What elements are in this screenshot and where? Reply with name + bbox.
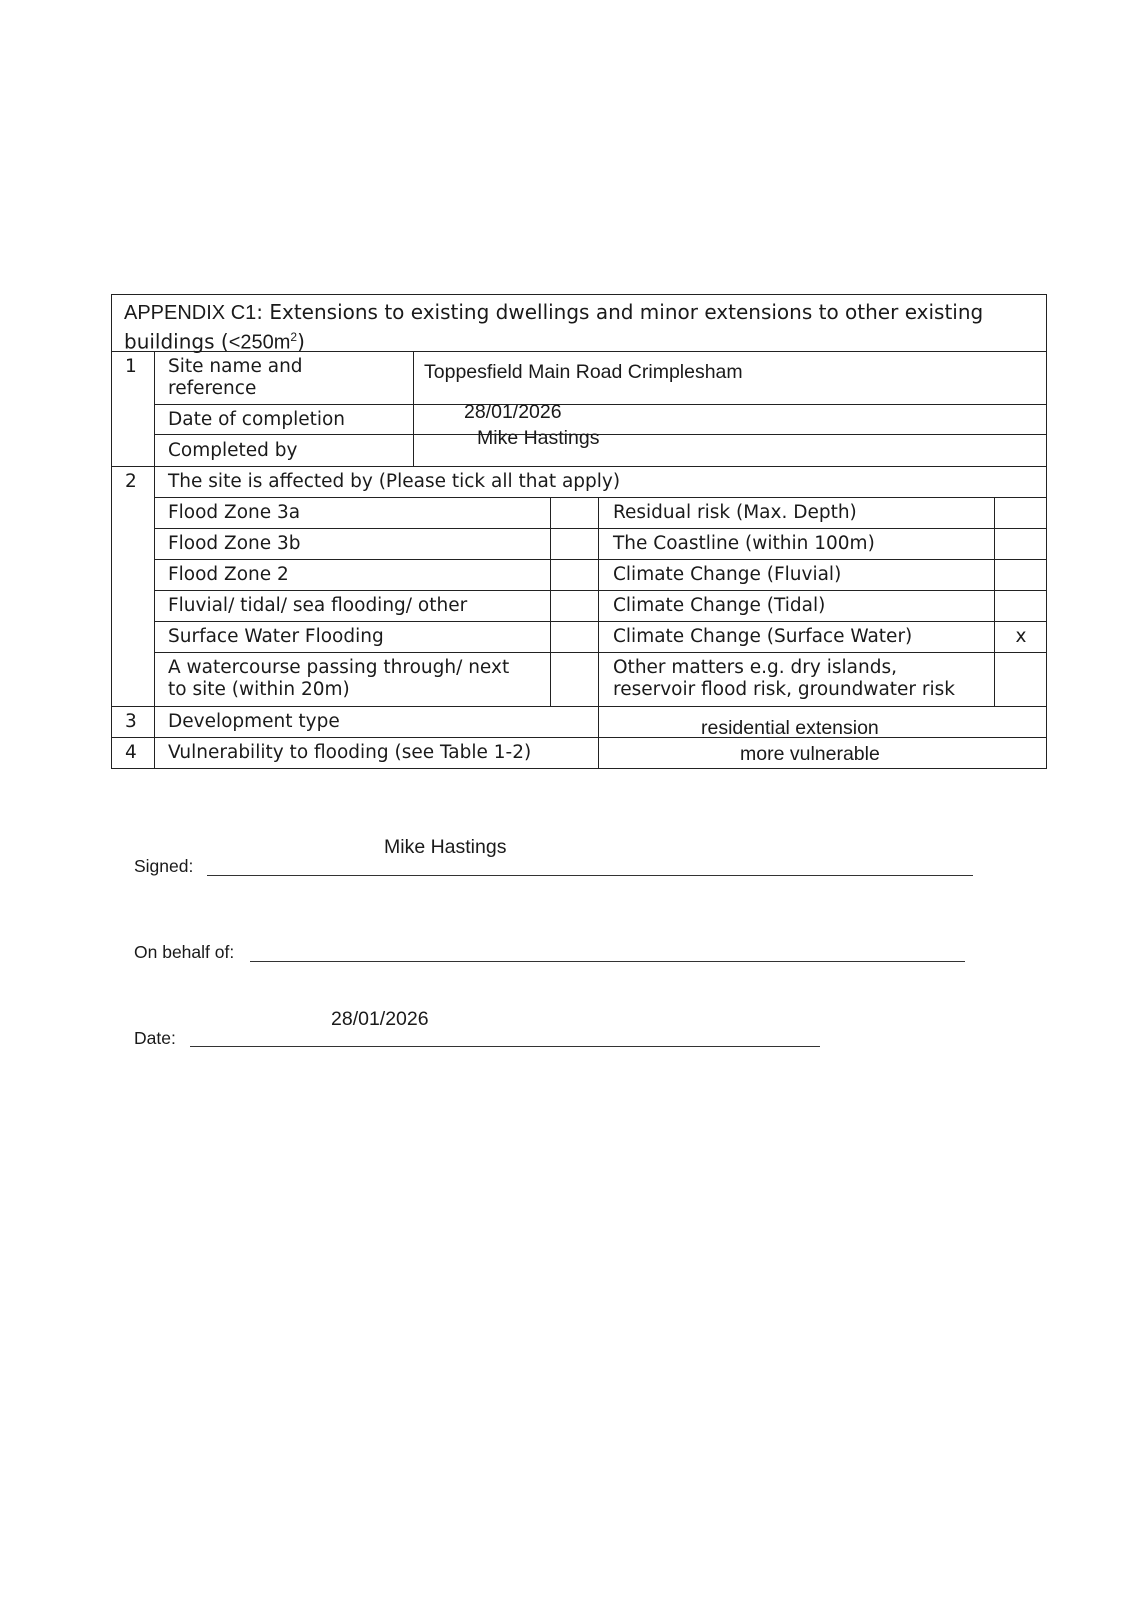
left-tick-column-divider [550,497,551,707]
row-divider [154,590,1047,591]
risk-label-flood-zone-3a: Flood Zone 3a [168,502,301,523]
row-divider [154,528,1047,529]
risk-label-climate-change-surface-water: Climate Change (Surface Water) [613,626,913,647]
risk-label-other-matters: Other matters e.g. dry islands, reservoir flood risk, groundwater risk [613,657,956,700]
number-column-divider [154,351,155,769]
on-behalf-of-label: On behalf of: [134,942,235,962]
vulnerability-value[interactable]: more vulnerable [740,743,880,765]
right-tick-column-divider [994,497,995,707]
row-divider [154,559,1047,560]
title-area: <250m [228,331,291,354]
signature-date-line[interactable] [190,1046,820,1047]
table-border-top [111,294,1047,295]
row-divider [154,404,1047,405]
row-divider [154,434,1047,435]
date-of-completion-value[interactable]: 28/01/2026 [464,401,562,423]
risk-label-flood-zone-2: Flood Zone 2 [168,564,289,585]
site-name-label: Site name and reference [168,356,303,399]
on-behalf-of-line[interactable] [250,961,965,962]
table-border-bottom [111,768,1047,769]
risk-label-flood-zone-3b: Flood Zone 3b [168,533,301,554]
vulnerability-label: Vulnerability to flooding (see Table 1-2) [168,742,532,763]
risk-label-fluvial-tidal-sea: Fluvial/ tidal/ sea flooding/ other [168,595,468,616]
section-number: 4 [125,742,137,763]
completed-by-value[interactable]: Mike Hastings [477,427,600,449]
signed-line[interactable] [207,875,973,876]
development-type-value[interactable]: residential extension [701,717,879,739]
row-divider [154,497,1047,498]
signature-date-label: Date: [134,1028,176,1048]
table-border-right [1046,294,1047,769]
date-of-completion-label: Date of completion [168,409,346,430]
signature-date-value[interactable]: 28/01/2026 [331,1008,429,1030]
row-divider [111,737,1047,738]
risk-label-climate-change-fluvial: Climate Change (Fluvial) [613,564,842,585]
risk-label-climate-change-tidal: Climate Change (Tidal) [613,595,826,616]
section-number: 2 [125,471,137,492]
form-title [124,300,983,355]
section-number: 1 [125,356,137,377]
row-divider [154,621,1047,622]
tick-box-climate-change-surface-water[interactable]: x [1015,626,1027,647]
row-divider [154,652,1047,653]
risk-label-watercourse: A watercourse passing through/ next to site (within 20m) [168,657,510,700]
title-superscript: 2 [290,330,298,344]
signed-label: Signed: [134,856,194,876]
development-type-label: Development type [168,711,340,732]
risk-label-residual-risk: Residual risk (Max. Depth) [613,502,857,523]
title-line2-start: buildings ( [124,329,229,354]
row-divider [111,466,1047,467]
risk-label-surface-water-flooding: Surface Water Flooding [168,626,384,647]
site-name-value[interactable]: Toppesfield Main Road Crimplesham [424,361,743,383]
title-rest: : Extensions to existing dwellings and minor extensions to other existing [256,300,984,324]
section-number: 3 [125,711,137,732]
signed-value[interactable]: Mike Hastings [384,836,507,858]
title-line2-end: ) [297,329,305,354]
section2-heading: The site is affected by (Please tick all that apply) [168,471,621,492]
middle-column-divider [598,497,599,769]
section1-column-divider [413,351,414,467]
risk-label-coastline: The Coastline (within 100m) [613,533,875,554]
table-border-left [111,294,112,769]
completed-by-label: Completed by [168,440,298,461]
title-prefix: APPENDIX C1 [124,302,257,324]
row-divider [111,706,1047,707]
